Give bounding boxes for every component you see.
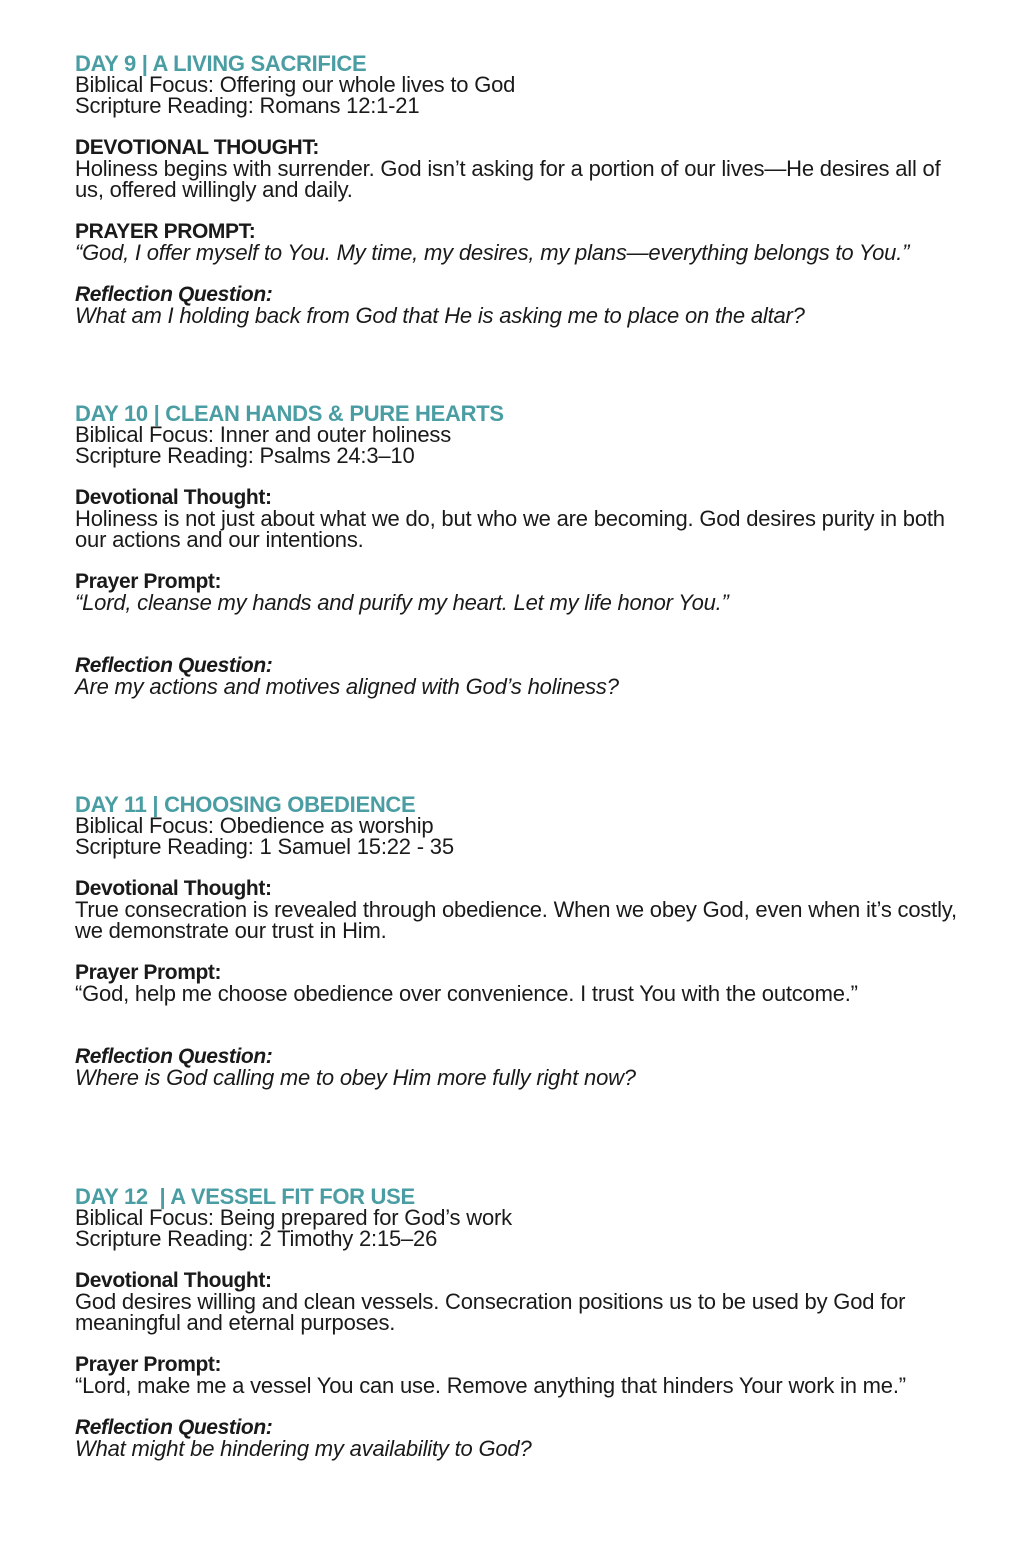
day-title: DAY 12 | A VESSEL FIT FOR USE [75, 1184, 415, 1209]
biblical-focus: Biblical Focus: Being prepared for God’s work [75, 1205, 512, 1230]
reflection-label: Reflection Question: [75, 654, 273, 677]
reflection-block [75, 1417, 975, 1459]
prayer-text: “Lord, make me a vessel You can use. Remove anything that hinders Your work in me.” [75, 1373, 906, 1398]
devotional-label: DEVOTIONAL THOUGHT: [75, 136, 320, 159]
devotional-text: True consecration is revealed through obedience. When we obey God, even when it’s costly, we demonstrate our trust in Him. [75, 897, 957, 943]
prayer-block [75, 1354, 975, 1396]
devotional-block [75, 878, 975, 941]
prayer-text: “Lord, cleanse my hands and purify my heart. Let my life honor You.” [75, 590, 729, 615]
day-10-section [75, 403, 975, 697]
day-title: DAY 11 | CHOOSING OBEDIENCE [75, 792, 416, 817]
day-9-section [75, 53, 975, 326]
devotional-label: Devotional Thought: [75, 1269, 272, 1292]
prayer-text: “God, I offer myself to You. My time, my desires, my plans—everything belongs to You.” [75, 240, 910, 265]
prayer-label: Prayer Prompt: [75, 570, 222, 593]
reflection-label: Reflection Question: [75, 1045, 273, 1068]
prayer-block [75, 571, 975, 613]
reflection-label: Reflection Question: [75, 1416, 273, 1439]
devotional-text: Holiness begins with surrender. God isn’t asking for a portion of our lives—He desires all of us, offered willingly and daily. [75, 156, 941, 202]
biblical-focus: Biblical Focus: Obedience as worship [75, 813, 434, 838]
prayer-block [75, 221, 975, 263]
devotional-text: Holiness is not just about what we do, but who we are becoming. God desires purity in both our actions and our intentions. [75, 506, 945, 552]
prayer-text: “God, help me choose obedience over convenience. I trust You with the outcome.” [75, 981, 858, 1006]
day-11-section [75, 794, 975, 1088]
devotional-label: Devotional Thought: [75, 877, 272, 900]
prayer-label: Prayer Prompt: [75, 961, 222, 984]
reflection-text: Where is God calling me to obey Him more fully right now? [75, 1065, 636, 1090]
day-title: DAY 10 | CLEAN HANDS & PURE HEARTS [75, 401, 504, 426]
reflection-block [75, 284, 975, 326]
devotional-text: God desires willing and clean vessels. Consecration positions us to be used by God for meaningful and eternal purposes. [75, 1289, 906, 1335]
scripture-reading: Scripture Reading: 1 Samuel 15:22 - 35 [75, 834, 454, 859]
devotional-label: Devotional Thought: [75, 486, 272, 509]
scripture-reading: Scripture Reading: Romans 12:1-21 [75, 93, 420, 118]
reflection-block [75, 1046, 975, 1088]
scripture-reading: Scripture Reading: Psalms 24:3–10 [75, 443, 415, 468]
prayer-label: Prayer Prompt: [75, 1353, 222, 1376]
biblical-focus: Biblical Focus: Inner and outer holiness [75, 422, 451, 447]
reflection-block [75, 655, 975, 697]
reflection-text: What am I holding back from God that He is asking me to place on the altar? [75, 303, 805, 328]
scripture-reading: Scripture Reading: 2 Timothy 2:15–26 [75, 1226, 438, 1251]
prayer-label: PRAYER PROMPT: [75, 220, 256, 243]
devotional-block [75, 1270, 975, 1333]
day-12-section [75, 1186, 975, 1459]
biblical-focus: Biblical Focus: Offering our whole lives to God [75, 72, 516, 97]
reflection-text: Are my actions and motives aligned with God’s holiness? [75, 674, 619, 699]
devotional-block [75, 487, 975, 550]
devotional-block [75, 137, 975, 200]
prayer-block [75, 962, 975, 1004]
reflection-label: Reflection Question: [75, 283, 273, 306]
day-title: DAY 9 | A LIVING SACRIFICE [75, 51, 367, 76]
reflection-text: What might be hindering my availability to God? [75, 1436, 532, 1461]
